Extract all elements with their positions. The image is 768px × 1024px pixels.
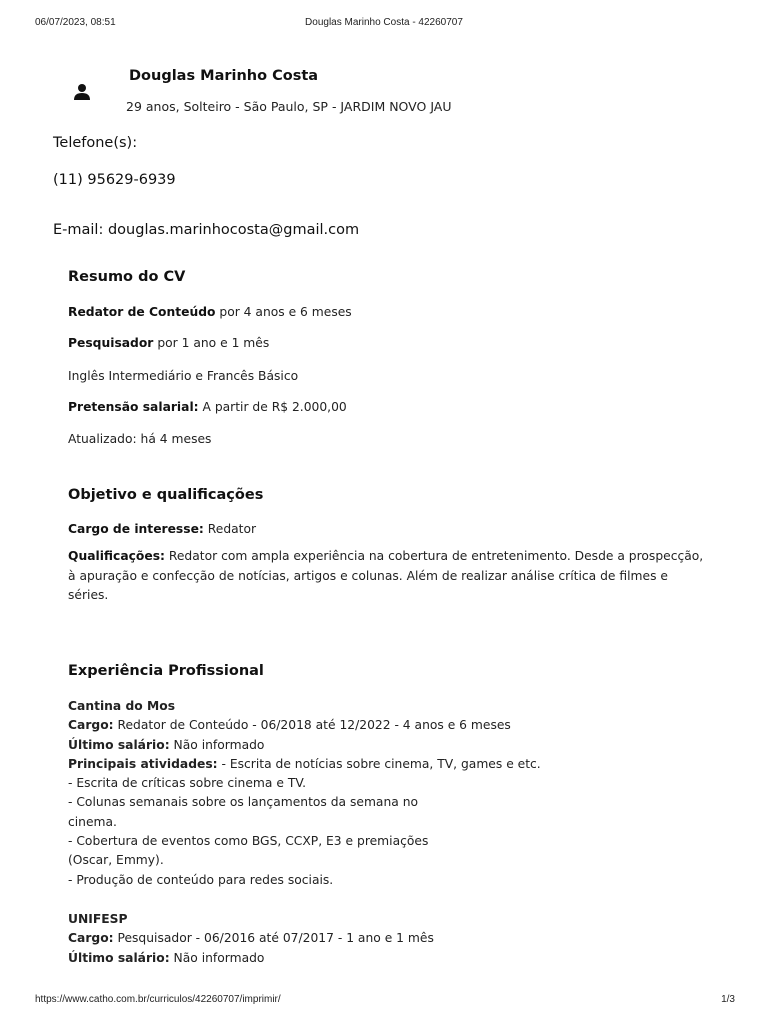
role-1-duration: por 4 anos e 6 meses [219,305,352,319]
job-atividade-line: - Escrita de críticas sobre cinema e TV. [68,776,307,791]
job-cargo-value: Redator de Conteúdo - 06/2018 até 12/2022 - 4 anos e 6 meses [117,718,511,733]
phone-number: (11) 95629-6939 [53,172,176,188]
objetivo-cargo [68,522,256,536]
print-datetime: 06/07/2023, 08:51 [35,17,116,28]
section-title-objetivo: Objetivo e qualificações [68,487,264,503]
phone-label: Telefone(s): [53,135,138,151]
job-atividade-line: - Colunas semanais sobre os lançamentos da semana no [68,795,419,810]
job-salario-label: Último salário: [68,737,170,752]
section-title-experiencia: Experiência Profissional [68,663,264,679]
job-atividade-line: - Produção de conteúdo para redes sociais. [68,872,334,887]
job-cargo-label: Cargo: [68,718,114,733]
candidate-name: Douglas Marinho Costa [129,68,319,84]
job-cargo-label: Cargo: [68,931,114,946]
job-cargo-value: Pesquisador - 06/2016 até 07/2017 - 1 ano e 1 mês [117,931,434,946]
job-atividade-line: - Cobertura de eventos como BGS, CCXP, E3 e premiações [68,834,429,849]
print-page-number: 1/3 [721,994,735,1005]
qualificacoes-line-3: séries. [68,588,109,602]
job-salario-value: Não informado [173,737,265,752]
print-title: Douglas Marinho Costa - 42260707 [305,17,463,28]
job-company: Cantina do Mos [68,699,176,713]
objetivo-qualificacoes [68,547,708,606]
job-company: UNIFESP [68,912,128,926]
qualificacoes-line-1: Redator com ampla experiência na cobertura de entretenimento. Desde a prospecção, [168,549,704,563]
resumo-languages: Inglês Intermediário e Francês Básico [68,369,299,383]
job-salario-value: Não informado [173,950,265,965]
email-row [53,222,359,238]
print-url: https://www.catho.com.br/curriculos/42260707/imprimir/ [35,994,281,1005]
job-atividade-line: cinema. [68,814,117,829]
resumo-salary [68,400,347,414]
qualificacoes-line-2: à apuração e confecção de notícias, artigos e colunas. Além de realizar análise crítica de filmes e [68,568,668,583]
candidate-summary-line: 29 anos, Solteiro - São Paulo, SP - JARDIM NOVO JAU [126,99,452,114]
resumo-role-1 [68,305,352,319]
cargo-interesse-value: Redator [207,522,257,536]
resumo-role-2 [68,336,269,350]
role-1-label: Redator de Conteúdo [68,305,216,319]
job-atividade-line: (Oscar, Emmy). [68,853,164,868]
cargo-interesse-label: Cargo de interesse: [68,522,204,536]
job-atividades-label: Principais atividades: [68,756,218,771]
job-entry [68,697,708,890]
salary-value: A partir de R$ 2.000,00 [202,400,347,414]
person-icon [73,83,91,101]
job-entry [68,910,708,968]
role-2-label: Pesquisador [68,336,154,350]
role-2-duration: por 1 ano e 1 mês [157,336,270,350]
job-atividade-line: - Escrita de notícias sobre cinema, TV, games e etc. [221,756,541,771]
section-title-resumo: Resumo do CV [68,269,186,285]
qualificacoes-label: Qualificações: [68,549,165,563]
job-salario-label: Último salário: [68,950,170,965]
email-value: douglas.marinhocosta@gmail.com [107,222,360,238]
email-label: E-mail: [53,222,104,238]
salary-label: Pretensão salarial: [68,400,199,414]
resumo-updated: Atualizado: há 4 meses [68,432,212,446]
